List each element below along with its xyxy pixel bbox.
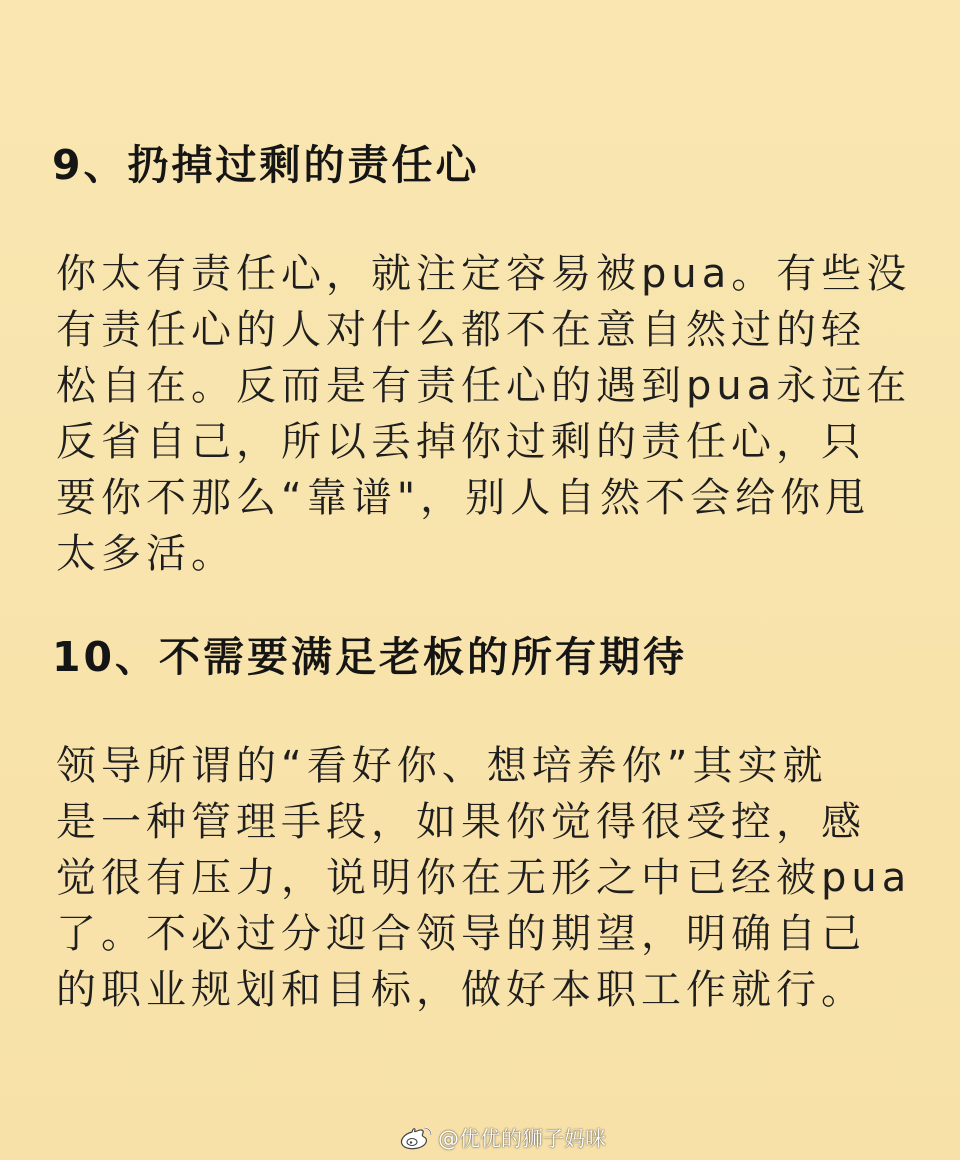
weibo-icon xyxy=(398,1123,434,1153)
text-line: 了。不必过分迎合领导的期望，明确自己 xyxy=(56,911,866,957)
watermark-handle: @优优的狮子妈咪 xyxy=(438,1127,606,1151)
text-line: 你太有责任心，就注定容易被pua。有些没 xyxy=(56,251,912,297)
text-line: 觉很有压力，说明你在无形之中已经被pua xyxy=(56,855,912,901)
text-line: 太多活。 xyxy=(56,531,236,577)
section-body-9 xyxy=(56,246,911,582)
text-line: 有责任心的人对什么都不在意自然过的轻 xyxy=(56,307,866,353)
section-heading-10: 10、不需要满足老板的所有期待 xyxy=(52,633,688,681)
text-line: 是一种管理手段，如果你觉得很受控，感 xyxy=(56,799,866,845)
text-line: 的职业规划和目标，做好本职工作就行。 xyxy=(56,967,866,1013)
text-line: 要你不那么“靠谱"，别人自然不会给你甩 xyxy=(56,475,871,521)
text-line: 松自在。反而是有责任心的遇到pua永远在 xyxy=(56,363,912,409)
weibo-watermark xyxy=(398,1120,606,1156)
text-line: 反省自己，所以丢掉你过剩的责任心，只 xyxy=(56,419,866,465)
section-body-10 xyxy=(56,738,911,1018)
text-line: 领导所谓的“看好你、想培养你”其实就 xyxy=(56,743,828,789)
section-heading-9: 9、扔掉过剩的责任心 xyxy=(52,141,480,189)
